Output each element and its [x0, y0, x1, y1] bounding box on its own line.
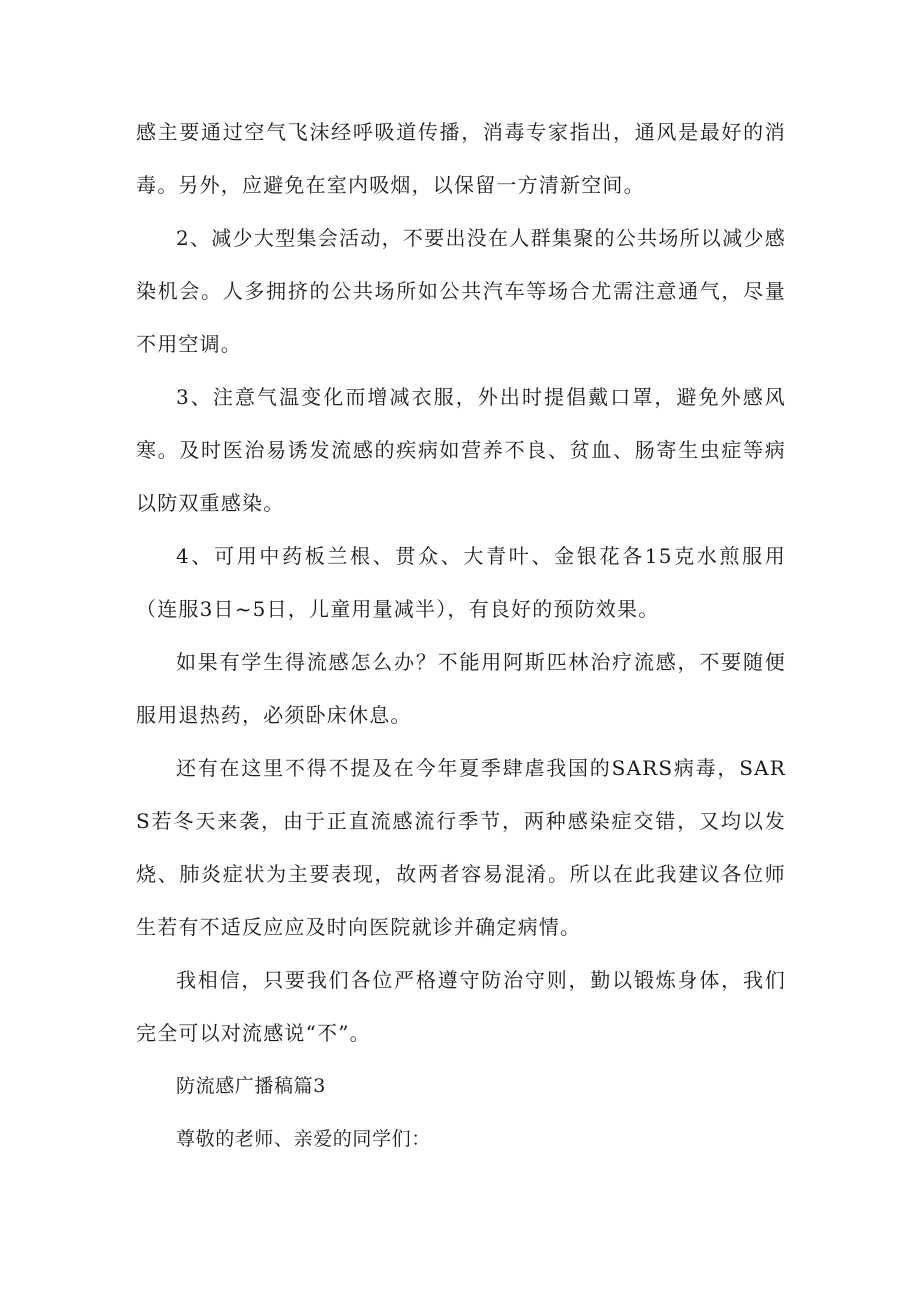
- salutation: 尊敬的老师、亲爱的同学们：: [176, 1128, 431, 1150]
- paragraph-sars: 还有在这里不得不提及在今年夏季肆虐我国的SARS病毒，SARS若冬天来袭，由于正直流感流行季节，两种感染症交错，又均以发烧、肺炎症状为主要表现，故两者容易混淆。所以在此我建议各位师生若有不适反应应及时向医院就诊并确定病情。: [136, 756, 786, 939]
- section-title: 防流感广播稿篇3: [176, 1075, 326, 1097]
- paragraph-student-flu: 如果有学生得流感怎么办？不能用阿斯匹林治疗流感，不要随便服用退热药，必须卧床休息。: [136, 650, 786, 727]
- paragraph-item-3: 3、注意气温变化而增减衣服，外出时提倡戴口罩，避免外感风寒。及时医治易诱发流感的疾病如营养不良、贫血、肠寄生虫症等病以防双重感染。: [136, 385, 786, 515]
- paragraph-item-2: 2、减少大型集会活动，不要出没在人群集聚的公共场所以减少感染机会。人多拥挤的公共场所如公共汽车等场合尤需注意通气，尽量不用空调。: [136, 226, 786, 356]
- paragraph-conclusion: 我相信，只要我们各位严格遵守防治守则，勤以锻炼身体，我们完全可以对流感说“不”。: [136, 968, 786, 1045]
- paragraph-ventilation: 感主要通过空气飞沫经呼吸道传播，消毒专家指出，通风是最好的消毒。另外，应避免在室内吸烟，以保留一方清新空间。: [136, 120, 786, 197]
- paragraph-item-4: 4、可用中药板兰根、贯众、大青叶、金银花各15克水煎服用（连服3日~5日，儿童用量减半），有良好的预防效果。: [136, 544, 786, 621]
